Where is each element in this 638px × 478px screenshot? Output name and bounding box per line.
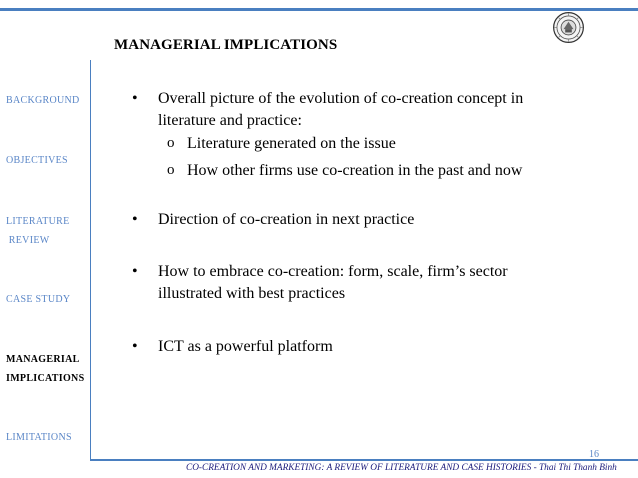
bullet-text: Direction of co-creation in next practice xyxy=(158,211,415,228)
nav-item-label: LITERATURE xyxy=(6,216,70,227)
nav-item-label: LIMITATIONS xyxy=(6,432,72,443)
nav-item-objectives[interactable] xyxy=(6,151,68,170)
sub-bullet-mark: o xyxy=(167,135,175,151)
bullet-mark: • xyxy=(132,338,138,355)
sub-bullet-text: Literature generated on the issue xyxy=(187,135,396,152)
slide-footer: CO-CREATION AND MARKETING: A REVIEW OF LITERATURE AND CASE HISTORIES - Thai Thi Thanh Binh xyxy=(186,463,617,473)
top-divider xyxy=(0,8,638,11)
bullet-text: Overall picture of the evolution of co-creation concept in literature and practice: xyxy=(158,90,524,129)
page-number: 16 xyxy=(589,449,599,460)
nav-item-label: BACKGROUND xyxy=(6,95,80,106)
bullet-text: ICT as a powerful platform xyxy=(158,338,333,355)
bullet-mark: • xyxy=(132,90,138,107)
nav-item-managerial-implications[interactable] xyxy=(6,350,84,388)
sub-bullet-text: How other firms use co-creation in the past and now xyxy=(187,162,523,179)
nav-item-limitations[interactable] xyxy=(6,428,72,447)
nav-item-label: CASE STUDY xyxy=(6,294,71,305)
nav-item-label: MANAGERIAL xyxy=(6,354,80,365)
nav-item-label: REVIEW xyxy=(6,235,50,246)
slide-title: MANAGERIAL IMPLICATIONS xyxy=(114,37,338,53)
nav-item-background[interactable] xyxy=(6,91,80,110)
nav-item-label: IMPLICATIONS xyxy=(6,373,85,384)
sub-bullet-mark: o xyxy=(167,162,175,178)
footer-divider xyxy=(90,459,638,461)
nav-item-literature-review[interactable] xyxy=(6,212,70,250)
bullet-mark: • xyxy=(132,263,138,280)
nav-item-case-study[interactable] xyxy=(6,290,70,309)
bullet-mark: • xyxy=(132,211,138,228)
university-seal-icon xyxy=(552,11,585,44)
bullet-text: How to embrace co-creation: form, scale, firm’s sector illustrated with best practices xyxy=(158,263,508,302)
sidebar-divider xyxy=(90,60,91,459)
nav-item-label: OBJECTIVES xyxy=(6,155,68,166)
